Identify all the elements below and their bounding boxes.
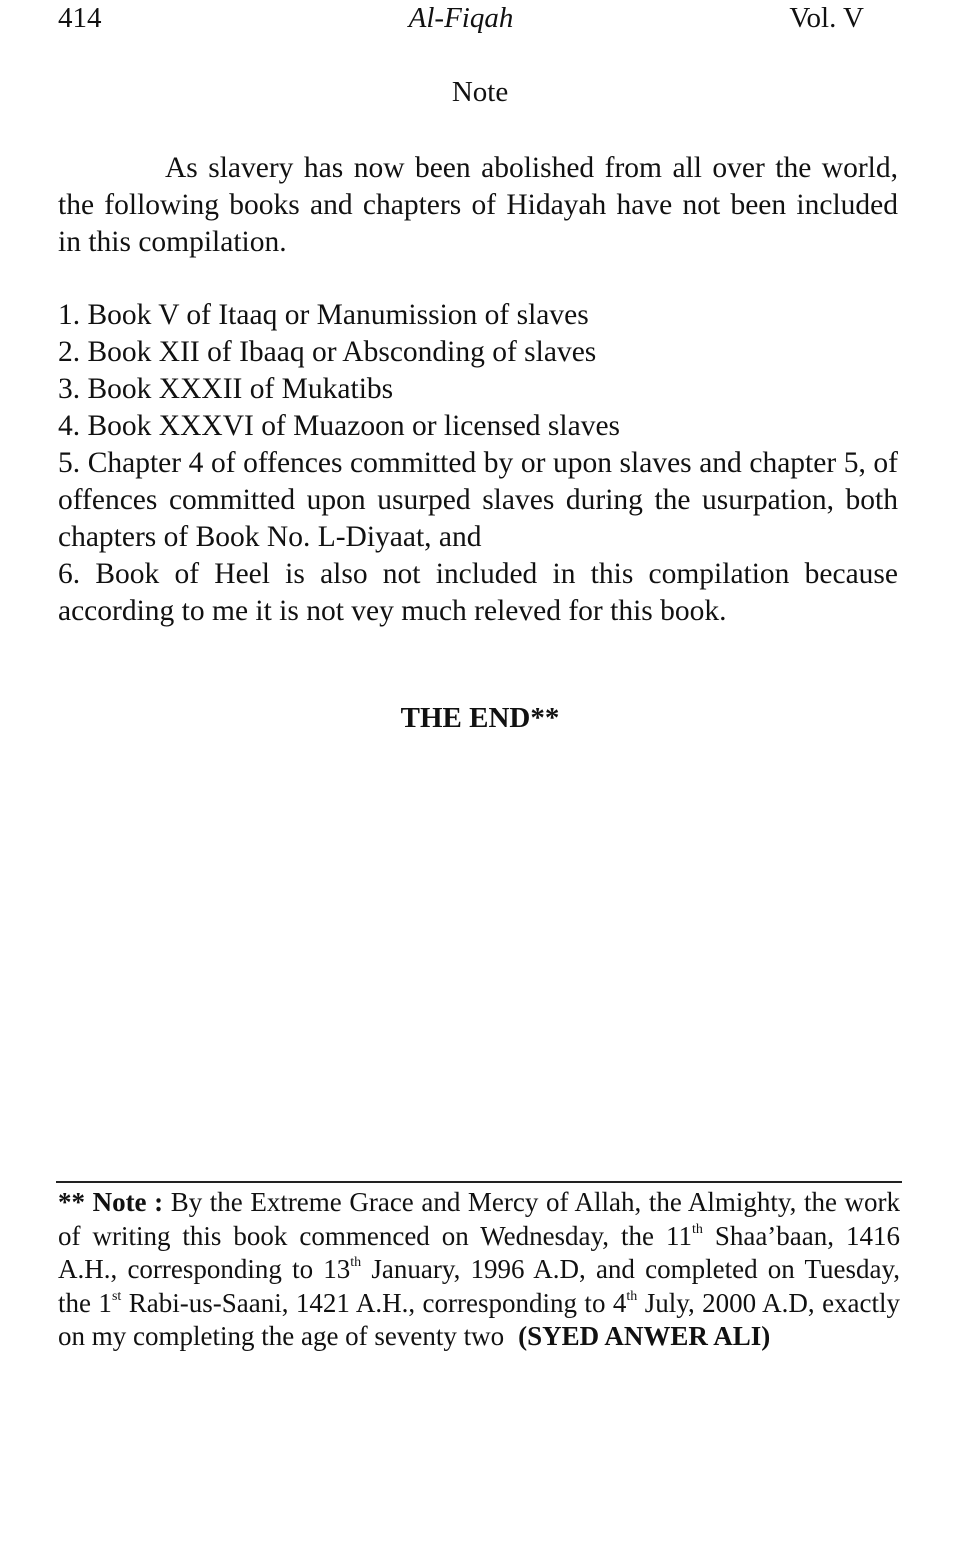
running-head [58, 2, 864, 42]
list-item: 1. Book V of Itaaq or Manumission of slaves [58, 299, 589, 331]
ordinal-suffix: th [350, 1255, 362, 1270]
author-signature: (SYED ANWER ALI) [518, 1321, 771, 1351]
the-end-heading: THE END** [400, 702, 560, 734]
ordinal-suffix: th [691, 1221, 703, 1237]
footnote-paragraph [58, 1186, 900, 1354]
ordinal-suffix: st [111, 1288, 122, 1304]
list-item: 3. Book XXXII of Mukatibs [58, 373, 394, 405]
footnote-text-3: January, 1996 A.D, and completed on Tuesday, the 1 [58, 1254, 900, 1318]
footnote [58, 1186, 900, 1354]
footnote-text-5: July, 2000 A.D, exactly on my completing the age of seventy two [58, 1287, 901, 1351]
intro-section [58, 150, 898, 261]
ordinal-suffix: th [626, 1288, 638, 1304]
book-title: Al-Fiqah [408, 2, 514, 34]
footnote-text-2: Shaa’baan, 1416 A.H., corresponding to 13 [58, 1220, 900, 1284]
footnote-text-4: Rabi-us-Saani, 1421 A.H., corresponding to 4 [128, 1287, 627, 1318]
footnote-text-1: By the Extreme Grace and Mercy of Allah, the Almighty, the work of writing this book commenced on Wednesday, the 11 [58, 1187, 900, 1251]
list-item: 5. Chapter 4 of offences committed by or upon slaves and chapter 5, of offences committed upon usurped slaves during the usurpation, both chapters of Book No. L-Diyaat, and [58, 447, 898, 553]
footnote-divider [56, 1181, 902, 1183]
footnote-label: ** Note : [58, 1187, 164, 1217]
list-item: 6. Book of Heel is also not included in this compilation because according to me it is not vey much releved for this book. [58, 558, 898, 627]
page-number: 414 [58, 2, 102, 34]
intro-paragraph: As slavery has now been abolished from all over the world, the following books and chapters of Hidayah have not been included in this compilation. [58, 152, 898, 258]
note-heading: Note [451, 76, 509, 108]
volume-label: Vol. V [789, 2, 864, 34]
list-item: 2. Book XII of Ibaaq or Absconding of slaves [58, 336, 597, 368]
excluded-books-list [58, 297, 898, 630]
list-item: 4. Book XXXVI of Muazoon or licensed slaves [58, 410, 621, 442]
